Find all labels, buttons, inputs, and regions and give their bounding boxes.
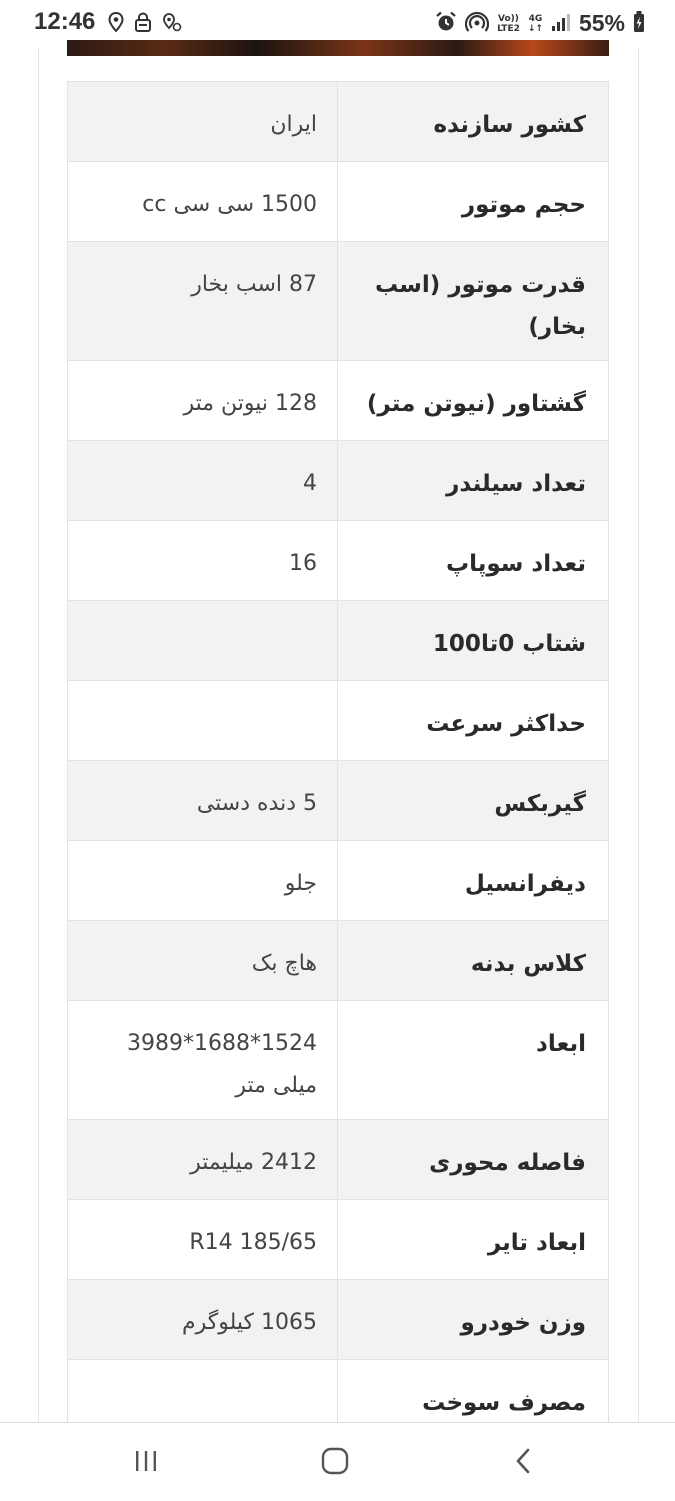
spec-value: [68, 1360, 337, 1382]
volte-label: Vo)): [498, 13, 519, 24]
spec-value-cell: [68, 761, 338, 841]
spec-value: 1524*1688*3989 میلی متر: [127, 1031, 317, 1098]
spec-label: گیربکس: [494, 791, 586, 817]
spec-label: وزن خودرو: [460, 1310, 586, 1336]
spec-value: هاچ بک: [251, 951, 317, 976]
table-row: [68, 521, 609, 601]
navigation-bar: [0, 1422, 675, 1501]
spec-value: 4: [303, 471, 317, 496]
spec-value: 87 اسب بخار: [191, 272, 317, 297]
spec-label-cell: [338, 841, 609, 921]
spec-value-cell: [68, 361, 338, 441]
battery-level: 55%: [578, 10, 625, 36]
battery-icon: [633, 11, 645, 37]
spec-label-cell: [338, 162, 609, 242]
status-time: 12:46: [34, 8, 96, 35]
spec-value-cell: [68, 1120, 338, 1200]
table-row: [68, 1280, 609, 1360]
network-type-label: 4G: [528, 13, 543, 24]
spec-value: ایران: [270, 112, 317, 137]
table-row: [68, 681, 609, 761]
spec-label: حداکثر سرعت: [426, 711, 586, 737]
spec-label-cell: [338, 82, 609, 162]
spec-label: دیفرانسیل: [464, 871, 586, 897]
spec-value-cell: [68, 521, 338, 601]
table-row: [68, 1200, 609, 1280]
home-button[interactable]: [313, 1441, 357, 1485]
table-row: [68, 242, 609, 361]
spec-value-cell: [68, 681, 338, 761]
spec-value: [68, 681, 337, 703]
spec-label: ابعاد: [536, 1031, 586, 1057]
signal-bars-icon: [551, 12, 571, 36]
table-row: [68, 82, 609, 162]
spec-label: قدرت موتور (اسب بخار): [374, 272, 586, 340]
spec-label-cell: [338, 242, 609, 361]
spec-label: شتاب 0تا100: [432, 631, 586, 657]
spec-value-cell: [68, 441, 338, 521]
spec-label-cell: [338, 1120, 609, 1200]
spec-label-cell: [338, 601, 609, 681]
spec-value-cell: [68, 1200, 338, 1280]
recent-apps-button[interactable]: [124, 1441, 168, 1485]
spec-value-cell: [68, 601, 338, 681]
location-pin-icon: [108, 12, 124, 36]
location-off-icon: [162, 12, 182, 36]
home-icon: [321, 1447, 349, 1479]
spec-label-cell: [338, 761, 609, 841]
recent-apps-icon: [133, 1449, 159, 1477]
spec-label: مصرف سوخت: [422, 1390, 586, 1416]
network-badge: [497, 14, 520, 34]
data-arrows-icon: ↓↑: [527, 23, 543, 34]
spec-label: تعداد سیلندر: [446, 471, 586, 497]
spec-label-cell: [338, 1001, 609, 1120]
spec-value-cell: [68, 1001, 338, 1120]
spec-value: 1500 سی سی cc: [142, 192, 317, 217]
spec-label-cell: [338, 921, 609, 1001]
spec-label: کشور سازنده: [433, 112, 586, 138]
spec-value-cell: [68, 1280, 338, 1360]
table-row: [68, 162, 609, 242]
back-button[interactable]: [502, 1441, 546, 1485]
table-row: [68, 601, 609, 681]
spec-label-cell: [338, 1280, 609, 1360]
spec-value: 128 نیوتن متر: [183, 391, 317, 416]
table-row: [68, 841, 609, 921]
spec-label-cell: [338, 681, 609, 761]
spec-label: فاصله محوری: [429, 1150, 586, 1176]
spec-label: حجم موتور: [461, 192, 586, 218]
spec-value: [68, 601, 337, 623]
lock-icon: [134, 12, 152, 36]
spec-value: 5 دنده دستی: [196, 791, 317, 816]
spec-value-cell: [68, 841, 338, 921]
spec-value: 2412 میلیمتر: [190, 1150, 317, 1175]
spec-value-cell: [68, 921, 338, 1001]
spec-label: ابعاد تایر: [487, 1230, 586, 1256]
spec-value: R14 185/65: [189, 1230, 317, 1255]
table-row: [68, 441, 609, 521]
spec-value: 16: [289, 551, 317, 576]
table-row: [68, 1001, 609, 1120]
spec-label: گشتاور (نیوتن متر): [366, 391, 586, 417]
table-row: [68, 761, 609, 841]
spec-value: جلو: [284, 871, 317, 896]
spec-label: تعداد سوپاپ: [445, 551, 586, 577]
spec-label-cell: [338, 1200, 609, 1280]
spec-label-cell: [338, 521, 609, 601]
table-row: [68, 1120, 609, 1200]
alarm-icon: [435, 11, 457, 37]
spec-label-cell: [338, 441, 609, 521]
spec-value-cell: [68, 162, 338, 242]
table-row: [68, 361, 609, 441]
spec-value-cell: [68, 242, 338, 361]
spec-label-cell: [338, 361, 609, 441]
article-image: [67, 40, 609, 56]
lte-label: LTE2: [497, 23, 520, 34]
back-icon: [513, 1447, 535, 1479]
spec-label: کلاس بدنه: [470, 951, 586, 977]
spec-value: 1065 کیلوگرم: [182, 1310, 317, 1335]
hotspot-icon: [465, 11, 489, 37]
spec-value-cell: [68, 82, 338, 162]
specs-table: [67, 81, 609, 1440]
table-row: [68, 921, 609, 1001]
data-type-badge: [528, 14, 543, 34]
